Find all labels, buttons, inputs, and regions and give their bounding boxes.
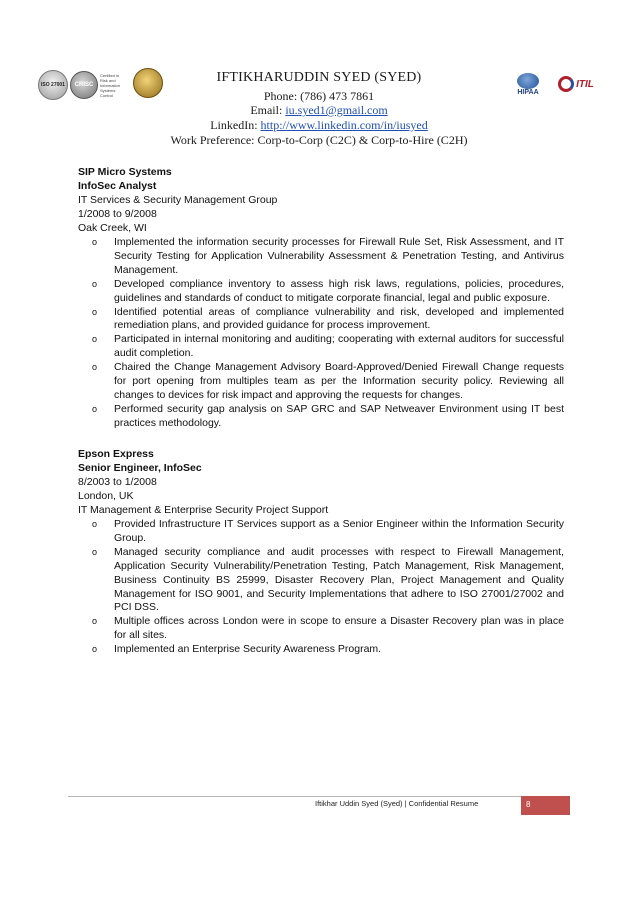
list-item xyxy=(92,306,564,334)
linkedin-line xyxy=(0,118,638,133)
job-department: IT Management & Enterprise Security Project Support xyxy=(78,504,329,516)
itil-text: ITIL xyxy=(576,78,594,90)
list-item xyxy=(92,403,564,431)
footer-divider xyxy=(68,796,570,797)
job-bullet-list xyxy=(92,518,564,657)
phone: Phone: (786) 473 7861 xyxy=(263,89,375,103)
email-line xyxy=(0,103,638,118)
list-item xyxy=(92,518,564,546)
bullet-marker: o xyxy=(92,334,98,345)
bullet-marker: o xyxy=(92,278,98,289)
email-label: Email: xyxy=(250,103,286,117)
bullet-text: Implemented the information security processes for Firewall Rule Set, Risk Assessment, and IT Security Testing for Application Vulnerability Assessment & Penetration Testing, and Antivirus Management. xyxy=(114,236,564,276)
bullet-text: Performed security gap analysis on SAP GRC and SAP Netweaver Environment using IT best practices methodology. xyxy=(114,402,564,429)
bullet-marker: o xyxy=(92,306,98,317)
hipaa-text: HIPAA xyxy=(517,89,539,96)
job-department: IT Services & Security Management Group xyxy=(78,194,278,206)
bullet-marker: o xyxy=(92,616,98,627)
bullet-marker: o xyxy=(92,403,98,414)
linkedin-label: LinkedIn: xyxy=(210,118,261,132)
job-bullet-list xyxy=(92,236,564,431)
job-company: Epson Express xyxy=(78,448,154,460)
list-item xyxy=(92,236,564,278)
page-number: 8 xyxy=(521,796,570,815)
job-location: London, UK xyxy=(78,490,134,502)
job-title: InfoSec Analyst xyxy=(78,180,157,192)
bullet-text: Participated in internal monitoring and auditing; cooperating with external auditors for successful audit completion. xyxy=(114,333,564,360)
bullet-text: Developed compliance inventory to assess high risk laws, regulations, policies, procedures, guidelines and standards of conduct to mitigate corporate financial, legal and public exposure. xyxy=(114,277,564,304)
list-item xyxy=(92,278,564,306)
job-title: Senior Engineer, InfoSec xyxy=(78,462,202,474)
list-item xyxy=(92,333,564,361)
list-item xyxy=(92,643,564,657)
job-company: SIP Micro Systems xyxy=(78,166,172,178)
email-link[interactable]: iu.syed1@gmail.com xyxy=(285,103,388,117)
crisc-badge-text: CRISC xyxy=(74,82,94,88)
iso-logo-text: ISO 27001 xyxy=(41,82,65,88)
bullet-text: Provided Infrastructure IT Services support as a Senior Engineer within the Information Security Group. xyxy=(114,518,564,544)
bullet-marker: o xyxy=(92,546,98,557)
bullet-marker: o xyxy=(92,237,98,247)
footer-text: Iftikhar Uddin Syed (Syed) | Confidential Resume xyxy=(315,799,479,808)
candidate-name: IFTIKHARUDDIN SYED (SYED) xyxy=(216,70,422,85)
bullet-text: Identified potential areas of compliance vulnerability and risk, developed and implemented remediation plans, and provided guidance for process improvement. xyxy=(114,305,564,332)
crisc-caption: Certified in Risk and Information Systems Control xyxy=(100,72,121,98)
job-dates: 8/2003 to 1/2008 xyxy=(78,476,157,488)
bullet-marker: o xyxy=(92,519,98,529)
bullet-text: Chaired the Change Management Advisory Board-Approved/Denied Firewall Change requests for port opening from multiples team as per the Information security policy. Reviewing all changes to devices for risk impact and approving the requests for changes. xyxy=(114,361,564,401)
bullet-text: Implemented an Enterprise Security Awareness Program. xyxy=(114,643,382,656)
job-dates: 1/2008 to 9/2008 xyxy=(78,208,157,220)
work-preference: Work Preference: Corp-to-Corp (C2C) & Corp-to-Hire (C2H) xyxy=(170,133,468,147)
list-item xyxy=(92,546,564,616)
bullet-text: Managed security compliance and audit processes with respect to Firewall Management, Application Security Vulnerability/Penetration Testing, Patch Management, Risk Management, Business Continuity BS 25999, Disaster Recovery Plan, Project Management and Quality Management for ISO 9001, and Security Implementations that adhere to ISO 27001/27002 and PCI DSS. xyxy=(114,545,564,614)
bullet-marker: o xyxy=(92,362,98,373)
list-item xyxy=(92,361,564,403)
bullet-text: Multiple offices across London were in scope to ensure a Disaster Recovery plan was in place for all sites. xyxy=(114,615,564,642)
bullet-marker: o xyxy=(92,644,98,655)
job-location: Oak Creek, WI xyxy=(78,222,147,234)
list-item xyxy=(92,615,564,643)
linkedin-link[interactable]: http://www.linkedin.com/in/iusyed xyxy=(260,118,428,132)
